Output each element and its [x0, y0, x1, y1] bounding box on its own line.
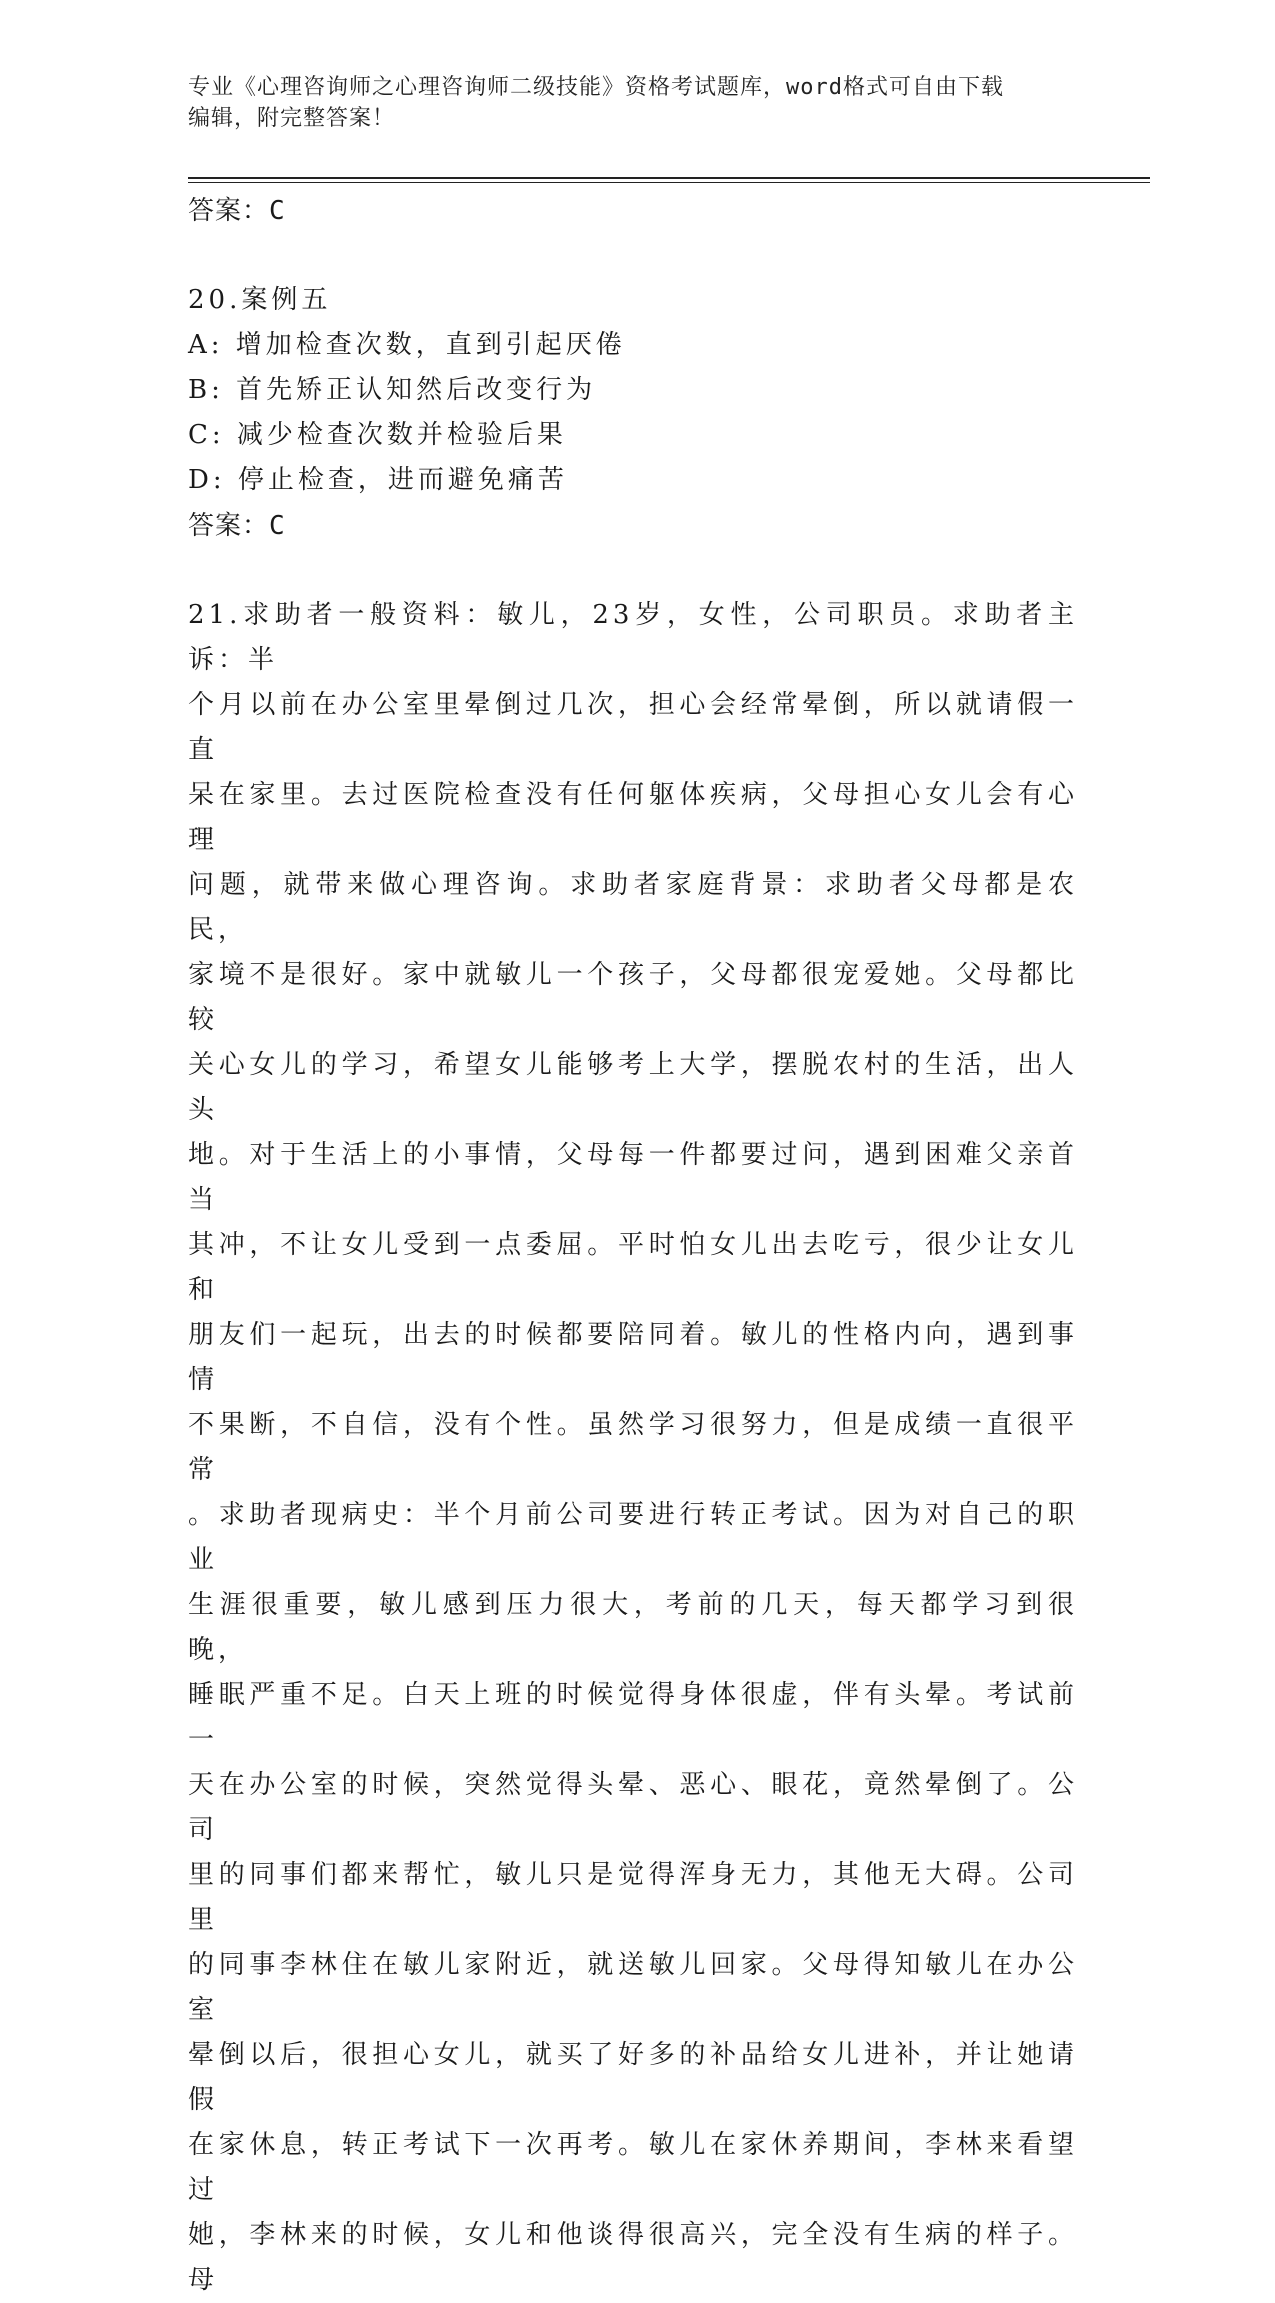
question-21-line: 不果断，不自信，没有个性。虽然学习很努力，但是成绩一直很平常: [188, 1410, 1078, 1485]
question-21-line: 其冲，不让女儿受到一点委屈。平时怕女儿出去吃亏，很少让女儿和: [188, 1230, 1078, 1305]
question-21-line: 问题，就带来做心理咨询。求助者家庭背景：求助者父母都是农民，: [188, 870, 1078, 945]
question-21-line: 的同事李林住在敏儿家附近，就送敏儿回家。父母得知敏儿在办公室: [188, 1950, 1078, 2025]
header-line-2: 编辑，附完整答案！: [188, 106, 396, 131]
spacer: [188, 234, 1078, 278]
header-divider-thin: [188, 182, 1150, 183]
page-header: [188, 72, 1068, 134]
question-21-line: 睡眠严重不足。白天上班的时候觉得身体很虚，伴有头晕。考试前一: [188, 1680, 1078, 1755]
question-20-answer: 答案：C: [188, 511, 286, 541]
question-21-line: 。求助者现病史：半个月前公司要进行转正考试。因为对自己的职业: [188, 1500, 1078, 1575]
question-21-text: [188, 593, 1078, 2303]
question-20-option-a: A: 增加检查次数，直到引起厌倦: [188, 330, 626, 360]
header-divider-thick: [188, 177, 1150, 179]
question-20: [188, 278, 1078, 549]
question-21-line: 家境不是很好。家中就敏儿一个孩子，父母都很宠爱她。父母都比较: [188, 960, 1078, 1035]
question-21-line: 生涯很重要，敏儿感到压力很大，考前的几天，每天都学习到很晚，: [188, 1590, 1078, 1665]
question-21-line: 晕倒以后，很担心女儿，就买了好多的补品给女儿进补，并让她请假: [188, 2040, 1078, 2115]
question-21-line: 个月以前在办公室里晕倒过几次，担心会经常晕倒，所以就请假一直: [188, 690, 1078, 765]
question-20-option-c: C: 减少检查次数并检验后果: [188, 420, 567, 450]
question-21-line: 呆在家里。去过医院检查没有任何躯体疾病，父母担心女儿会有心理: [188, 780, 1078, 855]
question-20-option-b: B: 首先矫正认知然后改变行为: [188, 375, 597, 405]
question-20-option-d: D: 停止检查，进而避免痛苦: [188, 465, 568, 495]
question-21-line: 关心女儿的学习，希望女儿能够考上大学，摆脱农村的生活，出人头: [188, 1050, 1078, 1125]
question-21-line: 天在办公室的时候，突然觉得头晕、恶心、眼花，竟然晕倒了。公司: [188, 1770, 1078, 1845]
document-body: [188, 188, 1078, 2303]
question-21-line: 朋友们一起玩，出去的时候都要陪同着。敏儿的性格内向，遇到事情: [188, 1320, 1078, 1395]
question-21-line: 里的同事们都来帮忙，敏儿只是觉得浑身无力，其他无大碍。公司里: [188, 1860, 1078, 1935]
question-21-line: 21.求助者一般资料：敏儿，23岁，女性，公司职员。求助者主诉：半: [188, 600, 1078, 675]
spacer: [188, 549, 1078, 593]
answer-previous-question: 答案：C: [188, 196, 286, 226]
question-20-title: 20.案例五: [188, 285, 332, 315]
header-line-1: 专业《心理咨询师之心理咨询师二级技能》资格考试题库，word格式可自由下载: [188, 75, 1004, 100]
question-21-line: 在家休息，转正考试下一次再考。敏儿在家休养期间，李林来看望过: [188, 2130, 1078, 2205]
question-21-line: 她，李林来的时候，女儿和他谈得很高兴，完全没有生病的样子。母: [188, 2220, 1078, 2295]
question-21-line: 地。对于生活上的小事情，父母每一件都要过问，遇到困难父亲首当: [188, 1140, 1078, 1215]
